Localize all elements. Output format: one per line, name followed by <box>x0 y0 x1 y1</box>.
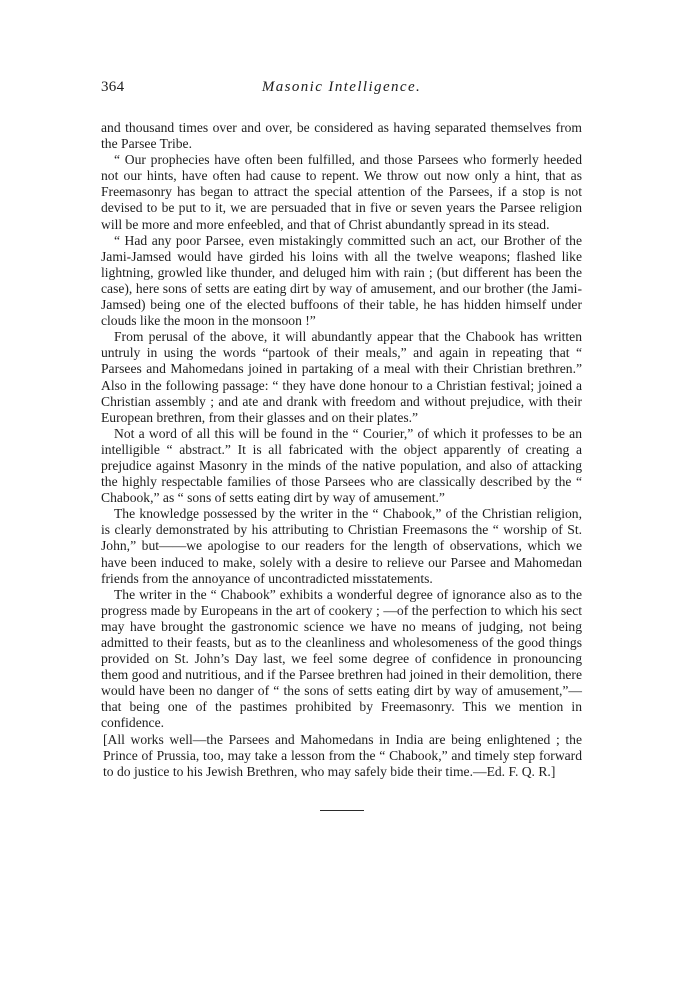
running-title: Masonic Intelligence. <box>261 79 422 95</box>
paragraph-continuation: and thousand times over and over, be considered as having separated themselves from the Parsee Tribe. <box>101 120 582 152</box>
paragraph-courier: Not a word of all this will be found in the “ Courier,” of which it professes to be an intelligible “ abstract.” It is all fabricated with the object apparently of creating a prejudice against Masonry in the minds of the native population, and also of attacking the highly respectable families of those Parsees who are classically described by the “ Chabook,” as “ sons of setts eating dirt by way of amusement.” <box>101 425 582 506</box>
paragraph-editorial-note: [All works well—the Parsees and Mahomedans in India are being enlightened ; the Prince of Prussia, too, may take a lesson from the “ Chabook,” and timely step forward to do justice to his Jewish Brethren, who may safely bide their time.—Ed. F. Q. R.] <box>103 731 582 779</box>
paragraph-quote-jami-jamsed: “ Had any poor Parsee, even mistakingly committed such an act, our Brother of the Jami-Jamsed would have girded his loins with all the twelve weapons; flashed like lightning, growled like thunder, and deluged him with rain ; (but different has been the case), here sons of setts are eating dirt by way of amusement, and our brother (the Jami-Jamsed) being one of the elected buffoons of their table, he has hidden himself under clouds like the moon in the monsoon !” <box>101 232 582 329</box>
paragraph-knowledge: The knowledge possessed by the writer in the “ Chabook,” of the Christian religion, is clearly demonstrated by his attributing to Christian Freemasons the “ worship of St. John,” but——we apologise to our readers for the length of observations, which we have been induced to make, solely with a desire to relieve our Parsee and Mahomedan friends from the annoyance of uncontradicted misstatements. <box>101 506 582 586</box>
page-number: 364 <box>101 79 125 95</box>
paragraph-cookery: The writer in the “ Chabook” exhibits a wonderful degree of ignorance also as to the progress made by Europeans in the art of cookery ; —of the perfection to which his sect may have brought the gastronomic science we have no means of judging, not being admitted to their feasts, but as to the cleanliness and wholesomeness of the good things provided on St. John’s Day last, we feel some degree of confidence in pronouncing them good and nutritious, and if the Parsee brethren had joined in their demolition, there would have been no danger of “ the sons of setts eating dirt by way of amusement,”—that being one of the pastimes prohibited by Freemasonry. This we mention in confidence. <box>101 586 582 731</box>
page <box>101 78 582 811</box>
closing-rule <box>320 810 364 811</box>
paragraph-perusal: From perusal of the above, it will abundantly appear that the Chabook has written untruly in using the words “partook of their meals,” and again in repeating that “ Parsees and Mahomedans joined in partaking of a meal with their Christian brethren.” Also in the following passage: “ they have done honour to a Christian festival; joined a Christian assembly ; and ate and drank with freedom and without prejudice, with their European brethren, from their glasses and on their plates.” <box>101 329 582 425</box>
paragraph-quote-prophecies: “ Our prophecies have often been fulfilled, and those Parsees who formerly heeded not our hints, have often had cause to repent. We throw out now only a hint, that as Freemasonry has began to attract the special attention of the Parsees, if a stop is not devised to be put to it, we are persuaded that in five or seven years the Parsee religion will be more and more enfeebled, and that of Christ abundantly spread in its stead. <box>101 152 582 232</box>
running-head <box>101 78 582 100</box>
